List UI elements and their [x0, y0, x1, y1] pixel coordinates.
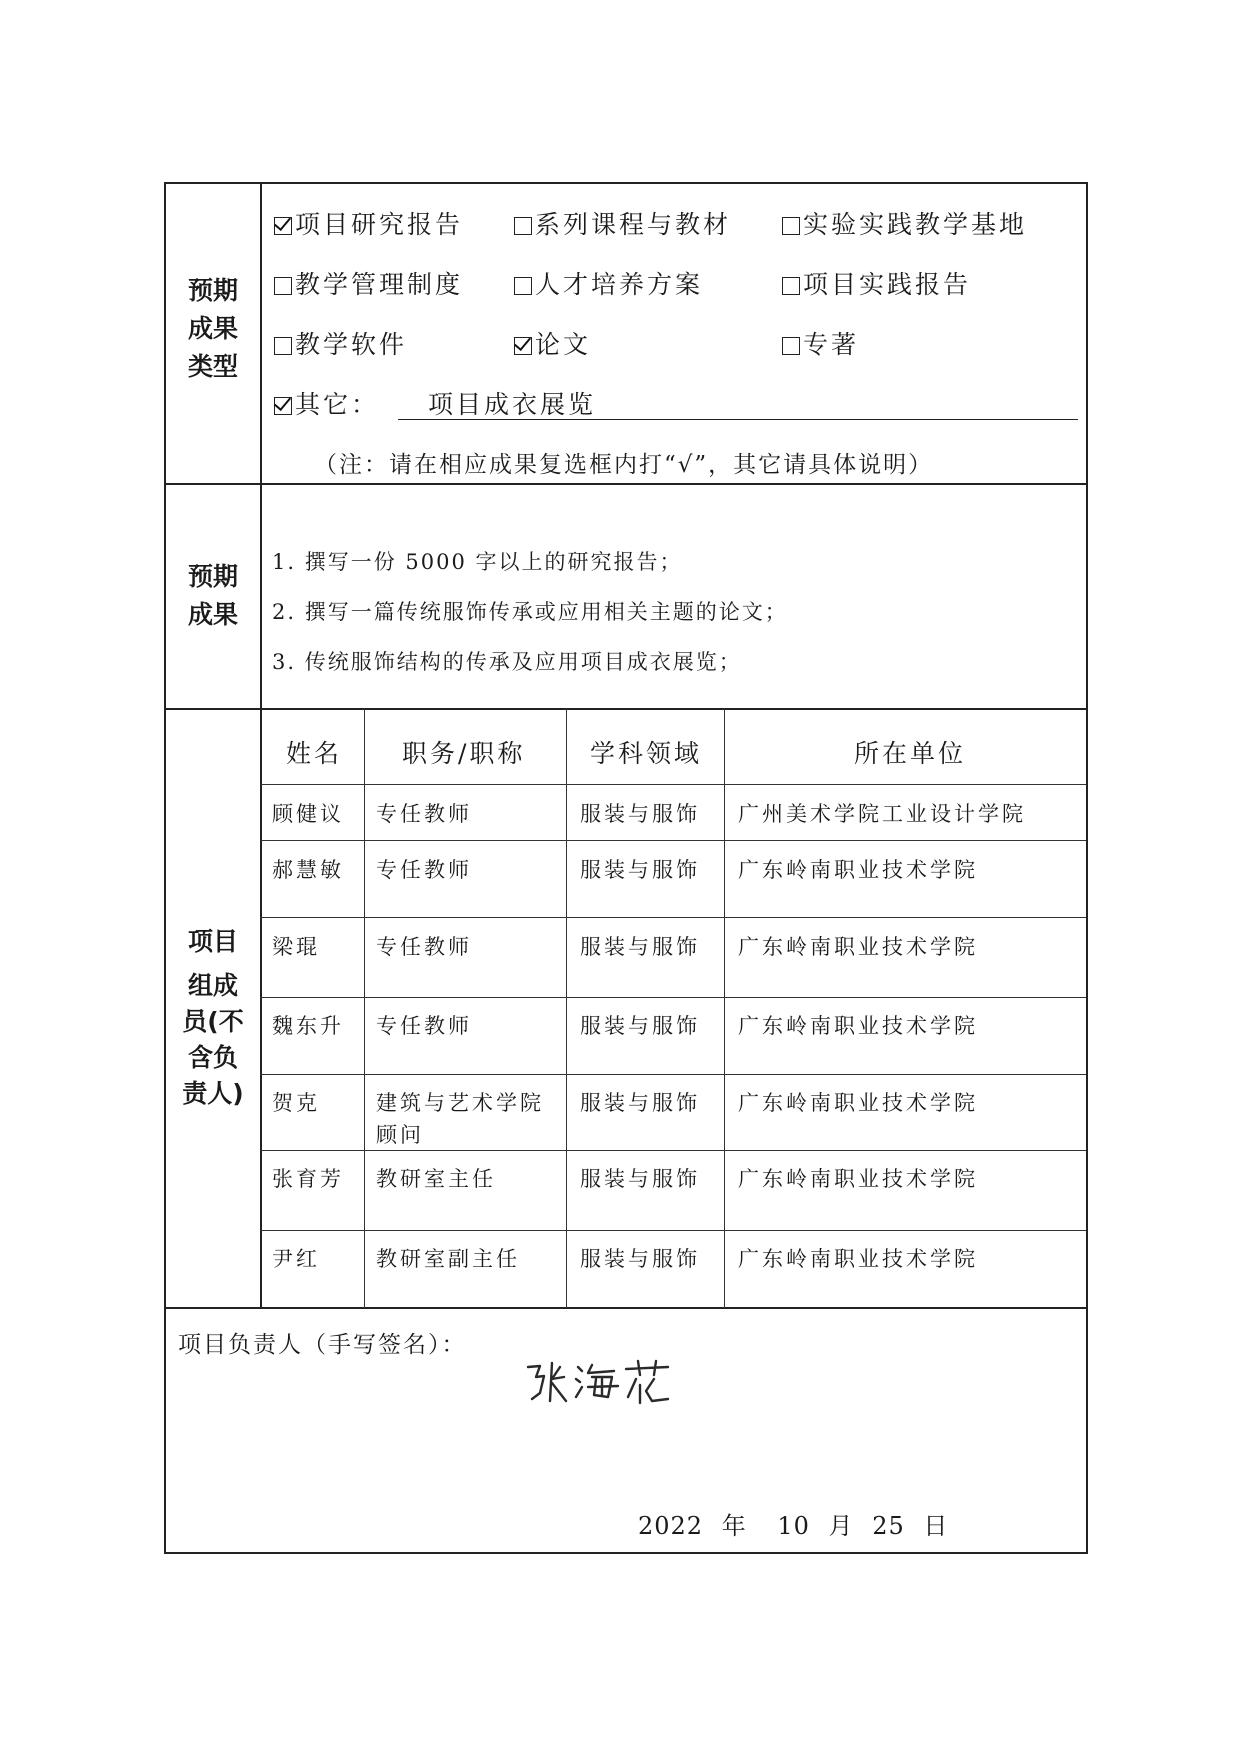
checkbox-icon[interactable]	[514, 277, 532, 295]
member-name: 尹红	[272, 1247, 320, 1271]
member-name: 郝慧敏	[272, 858, 344, 882]
label-line: 项目	[187, 927, 238, 956]
col-divider-2	[566, 708, 567, 1308]
option-label: 教学管理制度	[295, 270, 464, 299]
option-management-system[interactable]	[274, 265, 463, 301]
row-divider	[260, 997, 1086, 998]
label-column-divider	[260, 184, 262, 1308]
member-title: 专任教师	[376, 802, 472, 826]
row-divider	[260, 1230, 1086, 1231]
option-label: 论文	[535, 330, 592, 359]
date-month: 10	[777, 1512, 810, 1540]
checkbox-icon[interactable]	[782, 277, 800, 295]
label-line: 预期	[187, 276, 238, 305]
checkbox-checked-icon[interactable]	[514, 337, 532, 355]
section2-label	[166, 558, 260, 634]
checkbox-checked-icon[interactable]	[274, 397, 292, 415]
member-field: 服装与服饰	[580, 1167, 700, 1191]
section3-label	[166, 924, 260, 1112]
expected-result-item: 1. 撰写一份 5000 字以上的研究报告；	[272, 550, 683, 574]
member-title: 教研室主任	[376, 1167, 496, 1191]
option-label: 实验实践教学基地	[803, 210, 1028, 239]
checkbox-icon[interactable]	[782, 217, 800, 235]
expected-result-item: 3. 传统服饰结构的传承及应用项目成衣展览；	[272, 650, 742, 674]
section1-note: （注：请在相应成果复选框内打“√”，其它请具体说明）	[314, 452, 934, 478]
member-field: 服装与服饰	[580, 1014, 700, 1038]
date-day-unit: 日	[923, 1512, 949, 1540]
label-line: 含负	[187, 1043, 238, 1072]
option-practice-base[interactable]	[782, 205, 1027, 241]
divider-section2	[166, 708, 1086, 710]
member-title: 建筑与艺术学院顾问	[376, 1091, 544, 1147]
other-underline	[398, 419, 1078, 420]
option-label: 教学软件	[295, 330, 408, 359]
member-unit: 广东岭南职业技术学院	[738, 858, 978, 882]
label-line: 组成	[187, 971, 238, 1000]
member-unit: 广州美术学院工业设计学院	[738, 802, 1026, 826]
divider-section1	[166, 483, 1086, 485]
member-title: 专任教师	[376, 858, 472, 882]
option-label: 项目研究报告	[295, 210, 464, 239]
form-table	[164, 182, 1088, 1554]
other-value[interactable]: 项目成衣展览	[428, 390, 597, 419]
col-divider-3	[724, 708, 725, 1308]
row-divider	[260, 840, 1086, 841]
signature-date	[638, 1506, 948, 1541]
member-field: 服装与服饰	[580, 1091, 700, 1115]
option-label: 人才培养方案	[535, 270, 704, 299]
row-divider	[260, 784, 1086, 785]
member-unit: 广东岭南职业技术学院	[738, 1014, 978, 1038]
label-line: 责人)	[182, 1079, 244, 1108]
option-research-report[interactable]	[274, 205, 463, 241]
row-divider	[260, 1074, 1086, 1075]
member-field: 服装与服饰	[580, 858, 700, 882]
checkbox-checked-icon[interactable]	[274, 217, 292, 235]
col-divider-1	[364, 708, 365, 1308]
label-line: 成果	[187, 314, 238, 343]
checkbox-icon[interactable]	[274, 277, 292, 295]
handwritten-signature	[522, 1357, 677, 1409]
member-name: 贺克	[272, 1091, 320, 1115]
option-other[interactable]	[274, 385, 379, 421]
option-training-plan[interactable]	[514, 265, 703, 301]
option-paper[interactable]	[514, 325, 591, 361]
checkbox-icon[interactable]	[782, 337, 800, 355]
label-line: 预期	[187, 562, 238, 591]
member-title: 教研室副主任	[376, 1247, 520, 1271]
member-unit: 广东岭南职业技术学院	[738, 935, 978, 959]
option-course-materials[interactable]	[514, 205, 731, 241]
expected-result-item: 2. 撰写一篇传统服饰传承或应用相关主题的论文；	[272, 600, 788, 624]
label-line: 类型	[187, 352, 238, 381]
member-field: 服装与服饰	[580, 935, 700, 959]
member-field: 服装与服饰	[580, 802, 700, 826]
member-name: 梁琨	[272, 935, 320, 959]
label-line: 员(不	[182, 1007, 244, 1036]
member-name: 张育芳	[272, 1167, 344, 1191]
label-line: 成果	[187, 600, 238, 629]
signature-text: 张海花	[522, 1357, 525, 1358]
section1-label	[166, 272, 260, 386]
checkbox-icon[interactable]	[274, 337, 292, 355]
date-month-unit: 月	[828, 1512, 854, 1540]
member-title: 专任教师	[376, 935, 472, 959]
option-software[interactable]	[274, 325, 407, 361]
member-unit: 广东岭南职业技术学院	[738, 1091, 978, 1115]
divider-section3	[166, 1307, 1086, 1309]
header-title: 职务/职称	[402, 739, 526, 768]
option-label: 专著	[803, 330, 860, 359]
member-field: 服装与服饰	[580, 1247, 700, 1271]
option-label: 项目实践报告	[803, 270, 972, 299]
header-unit: 所在单位	[854, 739, 967, 768]
option-label: 系列课程与教材	[535, 210, 732, 239]
option-monograph[interactable]	[782, 325, 859, 361]
member-unit: 广东岭南职业技术学院	[738, 1247, 978, 1271]
row-divider	[260, 917, 1086, 918]
header-field: 学科领域	[590, 739, 703, 768]
date-year-unit: 年	[721, 1512, 747, 1540]
date-day: 25	[872, 1512, 905, 1540]
member-name: 魏东升	[272, 1014, 344, 1038]
checkbox-icon[interactable]	[514, 217, 532, 235]
member-title: 专任教师	[376, 1014, 472, 1038]
header-name: 姓名	[286, 739, 343, 768]
date-year: 2022	[638, 1512, 704, 1540]
option-practice-report[interactable]	[782, 265, 971, 301]
signature-label: 项目负责人（手写签名）：	[178, 1332, 467, 1358]
member-name: 顾健议	[272, 802, 344, 826]
member-unit: 广东岭南职业技术学院	[738, 1167, 978, 1191]
option-label: 其它：	[295, 390, 380, 419]
